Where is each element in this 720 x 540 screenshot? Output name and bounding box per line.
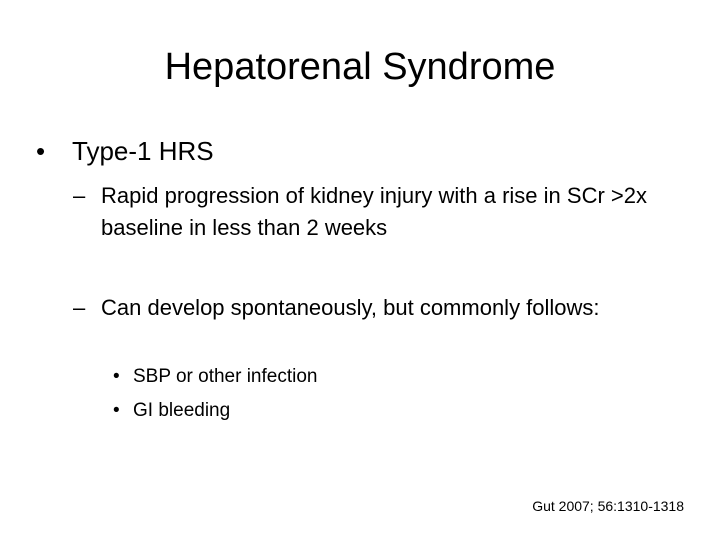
bullet-marker: • [36, 136, 46, 166]
sub-bullet-text: Rapid progression of kidney injury with a rise in SCr >2x baseline in less than 2 weeks [101, 183, 647, 240]
sub-bullet-rapid-progression [73, 180, 693, 244]
bullet-marker: • [113, 366, 120, 387]
slide-title: Hepatorenal Syndrome [164, 46, 556, 88]
dash-marker: – [73, 295, 86, 320]
bullet-marker: • [113, 400, 120, 421]
sub-sub-bullet-text: GI bleeding [133, 400, 231, 421]
sub-bullet-text: Can develop spontaneously, but commonly follows: [101, 295, 600, 320]
sub-bullet-develop-spontaneously [73, 292, 693, 324]
sub-sub-bullet-text: SBP or other infection [133, 366, 318, 387]
bullet-text: Type-1 HRS [72, 136, 214, 166]
citation: Gut 2007; 56:1310-1318 [532, 498, 684, 514]
dash-marker: – [73, 183, 86, 208]
